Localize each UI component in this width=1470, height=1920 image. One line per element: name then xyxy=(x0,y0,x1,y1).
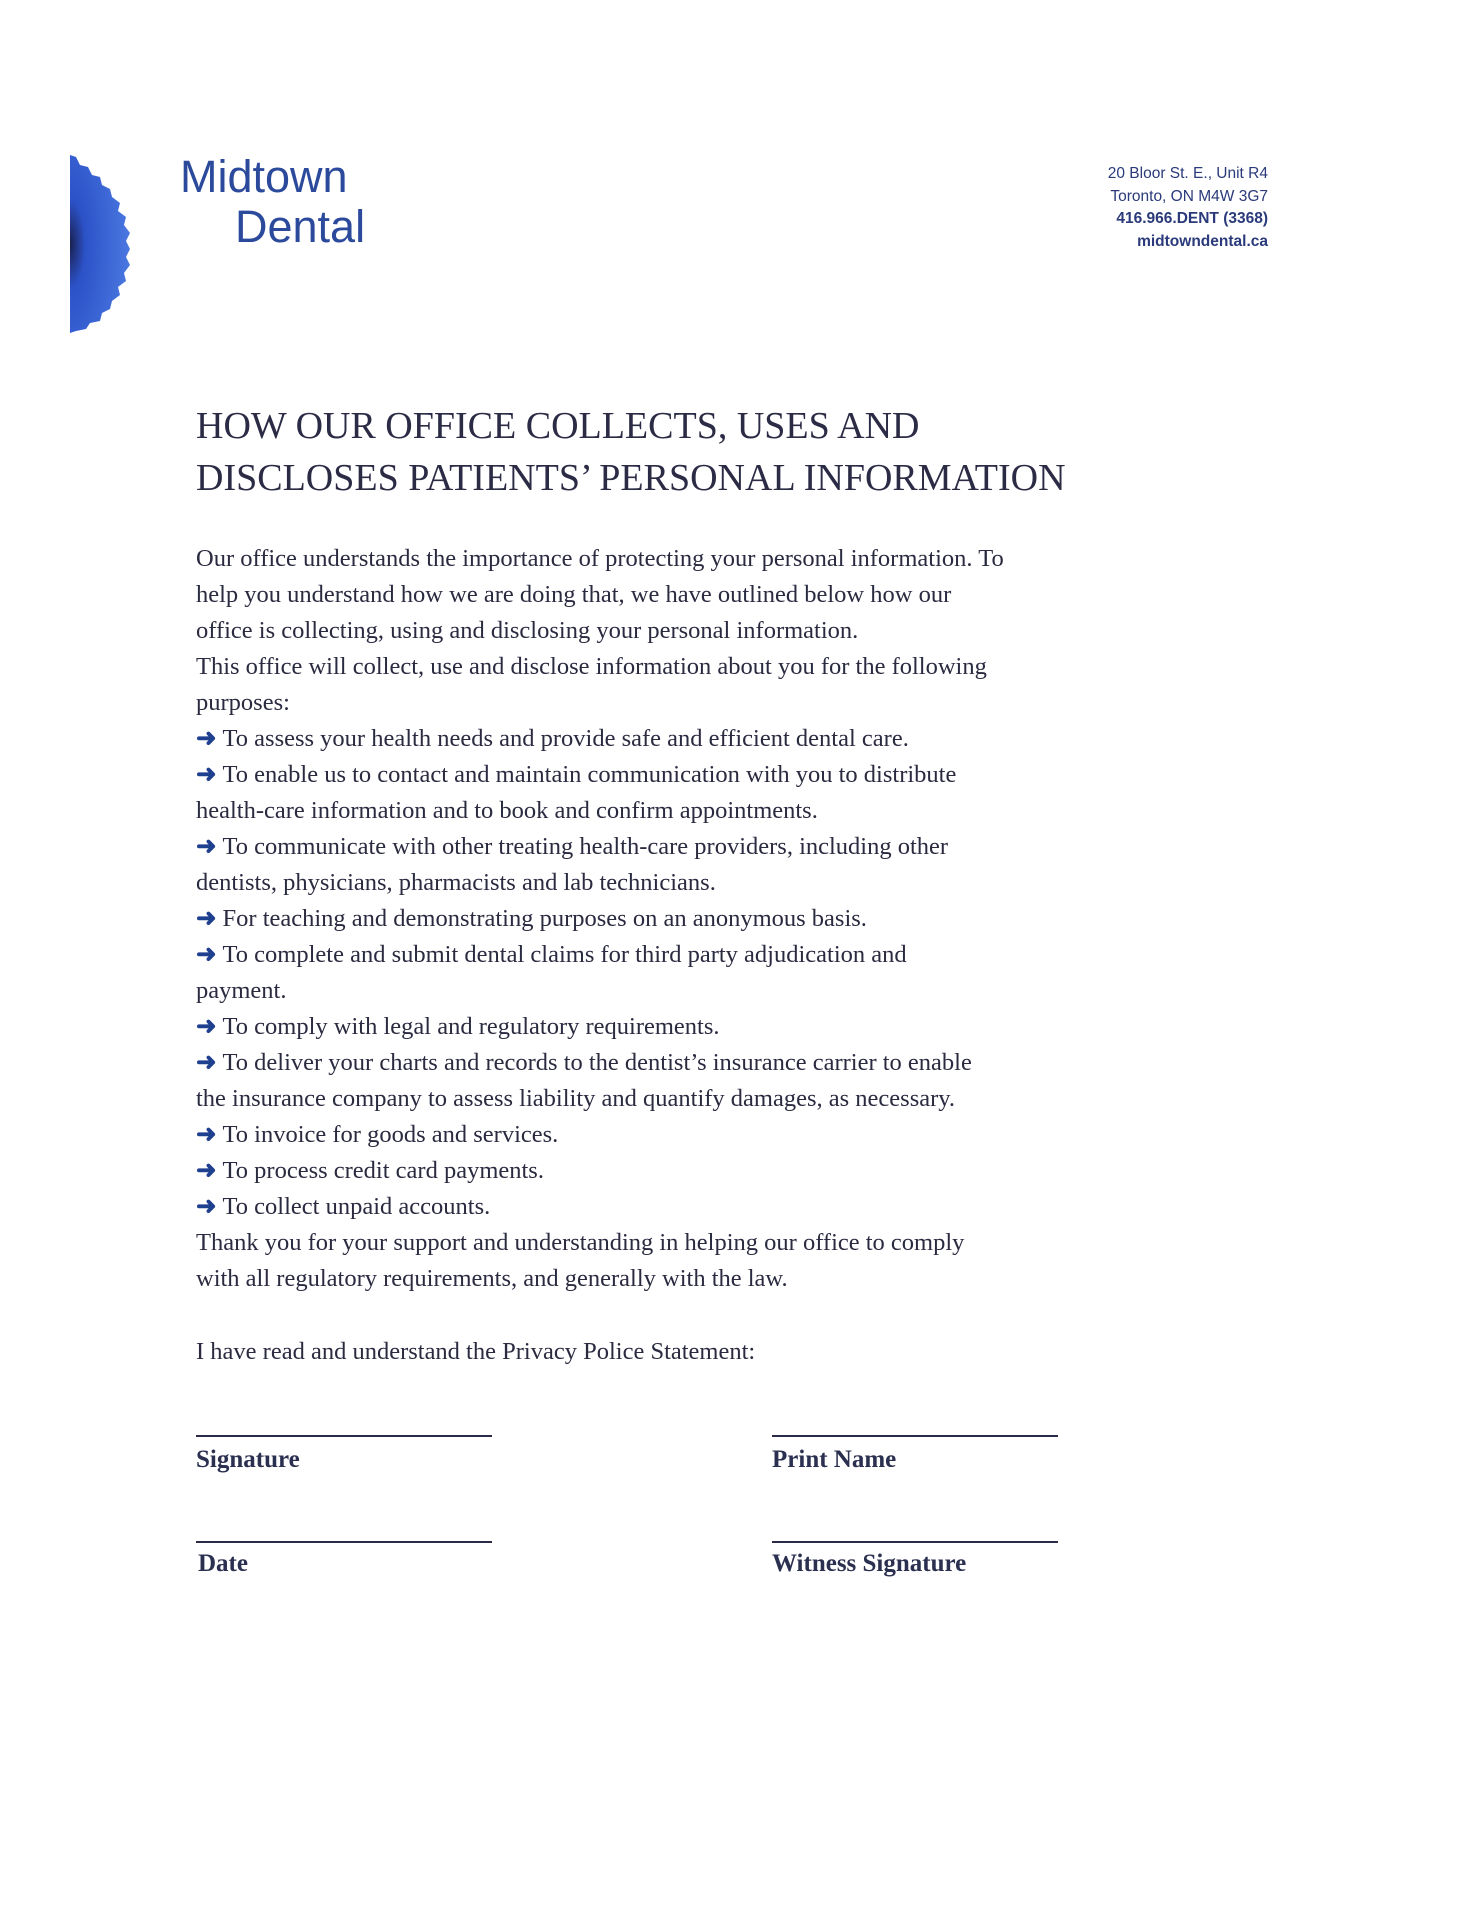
arrow-right-icon: ➜ xyxy=(196,905,217,932)
purpose-text: To complete and submit dental claims for third party adjudication and xyxy=(222,941,907,968)
phone: 416.966.DENT (3368) xyxy=(1116,210,1268,227)
purpose-text: To invoice for goods and services. xyxy=(222,1121,559,1148)
page-title xyxy=(196,400,1066,504)
purpose-item-line xyxy=(196,973,1004,1009)
contact-block xyxy=(1108,163,1268,253)
flower-logo-icon xyxy=(70,155,162,333)
arrow-right-icon: ➜ xyxy=(196,725,217,752)
purpose-text: To assess your health needs and provide safe and efficient dental care. xyxy=(222,725,909,752)
purpose-item-line xyxy=(196,901,1004,937)
purpose-item-line xyxy=(196,793,1004,829)
purpose-item-line xyxy=(196,1045,1004,1081)
purpose-text: To enable us to contact and maintain communication with you to distribute xyxy=(222,761,957,788)
purpose-text: To comply with legal and regulatory requirements. xyxy=(222,1013,720,1040)
purpose-text: health-care information and to book and confirm appointments. xyxy=(196,797,818,824)
purpose-item-line xyxy=(196,937,1004,973)
arrow-right-icon: ➜ xyxy=(196,1157,217,1184)
date-line[interactable] xyxy=(196,1541,492,1543)
witness-signature-label: Witness Signature xyxy=(772,1550,967,1577)
purpose-item-line xyxy=(196,1189,1004,1225)
purpose-item-line xyxy=(196,1081,1004,1117)
arrow-right-icon: ➜ xyxy=(196,833,217,860)
purpose-item-line xyxy=(196,829,1004,865)
signature-line[interactable] xyxy=(196,1435,492,1437)
arrow-right-icon: ➜ xyxy=(196,941,217,968)
purpose-item-line xyxy=(196,1117,1004,1153)
purpose-text: payment. xyxy=(196,977,287,1004)
purpose-text: To communicate with other treating health-care providers, including other xyxy=(222,833,949,860)
purpose-text: To collect unpaid accounts. xyxy=(222,1193,491,1220)
purpose-text: dentists, physicians, pharmacists and lab technicians. xyxy=(196,869,716,896)
brand-name-line2: Dental xyxy=(235,201,366,252)
purpose-item-line xyxy=(196,721,1004,757)
intro-line: purposes: xyxy=(196,689,290,716)
intro-line: office is collecting, using and disclosing your personal information. xyxy=(196,617,859,644)
intro-line: help you understand how we are doing that, we have outlined below how our xyxy=(196,581,952,608)
arrow-right-icon: ➜ xyxy=(196,761,217,788)
website-link[interactable]: midtowndental.ca xyxy=(1137,232,1268,250)
print-name-label: Print Name xyxy=(772,1446,897,1473)
closing-line: with all regulatory requirements, and generally with the law. xyxy=(196,1265,788,1292)
purpose-text: the insurance company to assess liability and quantify damages, as necessary. xyxy=(196,1085,956,1112)
purpose-text: To deliver your charts and records to the dentist’s insurance carrier to enable xyxy=(222,1049,972,1076)
print-name-line[interactable] xyxy=(772,1435,1058,1437)
purpose-text: For teaching and demonstrating purposes on an anonymous basis. xyxy=(222,905,867,932)
title-line1: HOW OUR OFFICE COLLECTS, USES AND xyxy=(196,405,920,447)
date-label: Date xyxy=(198,1550,248,1577)
purpose-item-line xyxy=(196,1153,1004,1189)
intro-line: Our office understands the importance of protecting your personal information. To xyxy=(196,545,1004,572)
arrow-right-icon: ➜ xyxy=(196,1121,217,1148)
policy-body xyxy=(196,541,1004,1297)
intro-line: This office will collect, use and disclose information about you for the following xyxy=(196,653,987,680)
purpose-item-line xyxy=(196,1009,1004,1045)
arrow-right-icon: ➜ xyxy=(196,1049,217,1076)
purpose-item-line xyxy=(196,865,1004,901)
acknowledgement-text: I have read and understand the Privacy Police Statement: xyxy=(196,1338,756,1365)
arrow-right-icon: ➜ xyxy=(196,1193,217,1220)
arrow-right-icon: ➜ xyxy=(196,1013,217,1040)
closing-line: Thank you for your support and understanding in helping our office to comply xyxy=(196,1229,965,1256)
address-line2: Toronto, ON M4W 3G7 xyxy=(1110,187,1268,205)
title-line2: DISCLOSES PATIENTS’ PERSONAL INFORMATION xyxy=(196,457,1066,499)
signature-label: Signature xyxy=(196,1446,300,1473)
witness-signature-line[interactable] xyxy=(772,1541,1058,1543)
address-line1: 20 Bloor St. E., Unit R4 xyxy=(1107,165,1268,182)
brand-name-line1: Midtown xyxy=(180,151,348,202)
purpose-text: To process credit card payments. xyxy=(222,1157,544,1184)
purpose-item-line xyxy=(196,757,1004,793)
